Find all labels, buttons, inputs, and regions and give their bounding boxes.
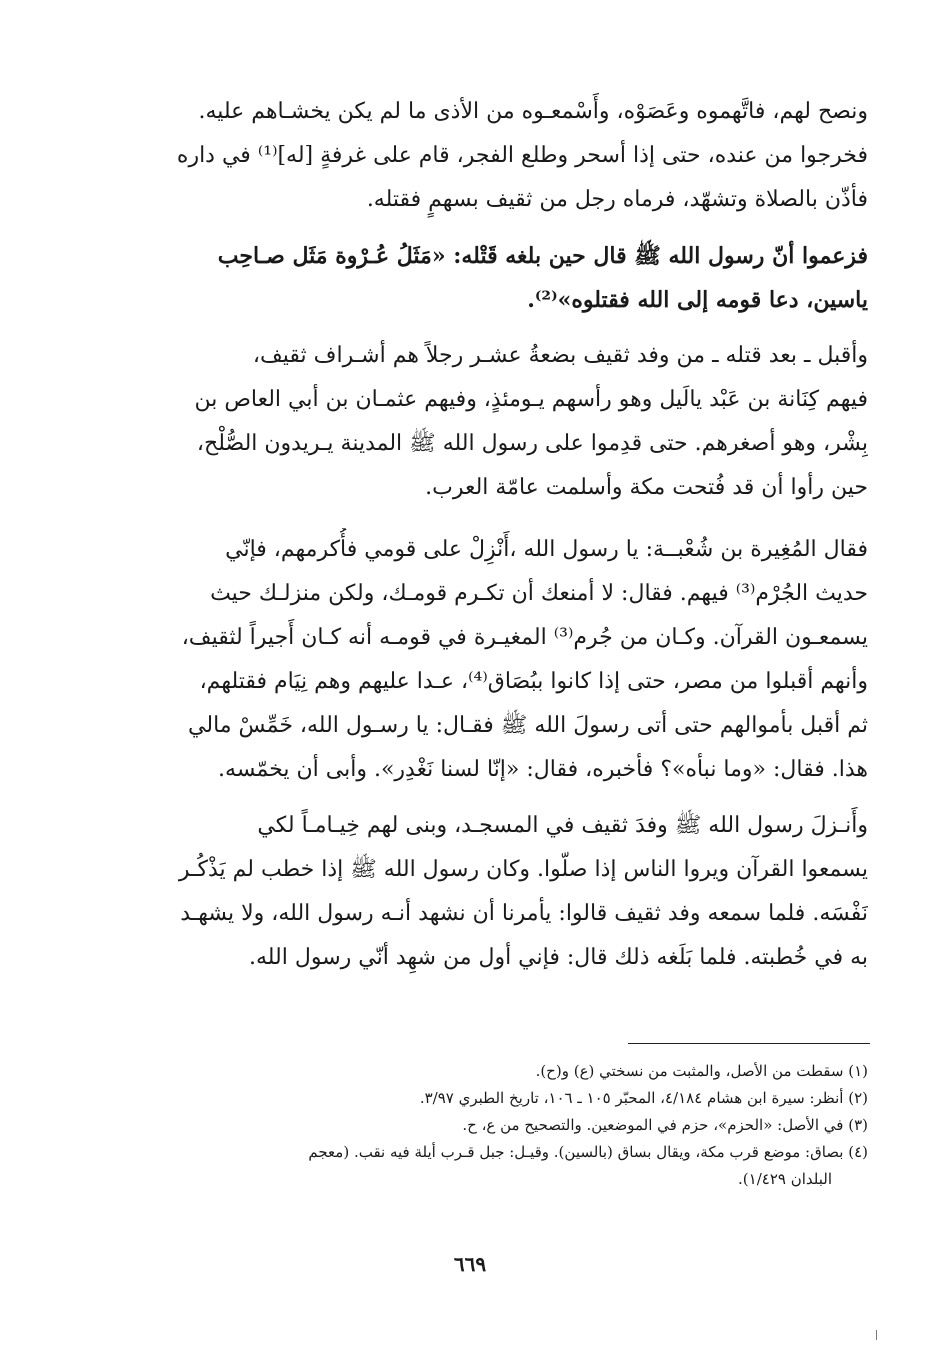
text-line: به في خُطبته. فلما بَلَغه ذلك قال: فإني أول من شهِد أنّي رسول الله. (248, 945, 868, 970)
text-line: نَفْسَه. فلما سمعه وفد ثقيف قالوا: يأمرنا أن نشهد أنـه رسول الله، ولا يشهـد (180, 901, 868, 926)
paragraph-3 (148, 334, 868, 510)
footnotes (148, 1058, 868, 1193)
text-line: ياسين، دعا قومه إلى الله فقتلوه»⁽²⁾. (527, 287, 868, 313)
page-number: ٦٦٩ (453, 1252, 487, 1276)
text-line: فقال المُغِيرة بن شُعْبــة: يا رسول الله ،أَنْزِلْ على قومي فأُكرمهم، فإنّي (225, 537, 868, 562)
main-text (148, 90, 868, 992)
text-line: حين رأوا أن قد فُتحت مكة وأسلمت عامّة العرب. (425, 475, 868, 500)
scan-edge-mark (876, 1330, 877, 1340)
text-line: فأذّن بالصلاة وتشهّد، فرماه رجل من ثقيف بسهمٍ فقتله. (366, 187, 868, 212)
paragraph-4 (148, 528, 868, 792)
text-line: حديث الجُرْم⁽³⁾ فيهم. فقال: لا أمنعك أن تكـرم قومـك، ولكن منزلـك حيث (210, 581, 868, 606)
text-line: فيهم كِنَانة بن عَبْد يالَيل وهو رأسهم يـومئذٍ، وفيهم عثمـان بن أبي العاص بن (194, 387, 868, 412)
text-line: ثم أقبل بأموالهم حتى أتى رسولَ الله ﷺ فقـال: يا رسـول الله، خَمِّسْ مالي (188, 713, 868, 738)
text-line: يسمعـون القرآن. وكـان من جُرم⁽³⁾ المغيـرة في قومـه أنه كـان أَجيراً لثقيف، (181, 625, 868, 650)
footnote-4-continuation: البلدان ١/٤٢٩). (738, 1170, 832, 1188)
text-line: وأَنـزلَ رسول الله ﷺ وفدَ ثقيف في المسجـد، وبنى لهم خِيـامـاً لكي (257, 813, 868, 838)
footnote-4: (٤) بصاق: موضع قرب مكة، ويقال بساق (بالسين). وقيـل: جبل قـرب أيلة فيه نقب. (معجم (308, 1143, 868, 1161)
text-line: فزعموا أنّ رسول الله ﷺ قال حين بلغه قَتْله: «مَثَلُ عُـرْوة مَثَل صـاحِب (217, 243, 868, 269)
footnote-1: (١) سقطت من الأصل، والمثبت من نسختي (ع) و(ح). (535, 1062, 868, 1080)
text-line: هذا. فقال: «وما نبأه»؟ فأخبره، فقال: «إنّا لسنا نَغْدِر». وأبى أن يخمّسه. (218, 757, 868, 782)
footnote-divider (628, 1043, 870, 1044)
text-line: يسمعوا القرآن ويروا الناس إذا صلّوا. وكان رسول الله ﷺ إذا خطب لم يَذْكُـر (178, 857, 868, 882)
text-line: فخرجوا من عنده، حتى إذا أسحر وطلع الفجر، قام على غرفةٍ [له]⁽¹⁾ في داره (176, 143, 868, 168)
text-line: بِشْر، وهو أصغرهم. حتى قدِموا على رسول الله ﷺ المدينة يـريدون الصُّلْح، (196, 431, 868, 456)
footnote-2: (٢) أنظر: سيرة ابن هشام ٤/١٨٤، المحبّر ١٠٥ ـ ١٠٦، تاريخ الطبري ٣/٩٧. (419, 1089, 868, 1107)
text-line: وأنهم أقبلوا من مصر، حتى إذا كانوا ببُصَاق⁽⁴⁾، عـدا عليهم وهم نِيَام فقتلهم، (199, 669, 868, 694)
paragraph-2 (148, 234, 868, 322)
text-line: ونصح لهم، فاتَّهموه وعَصَوْه، وأَسْمعـوه من الأذى ما لم يكن يخشـاهم عليه. (198, 99, 868, 124)
text-line: وأقبل ـ بعد قتله ـ من وفد ثقيف بضعةُ عشـر رجلاً هم أشـراف ثقيف، (252, 343, 868, 368)
paragraph-1 (148, 90, 868, 222)
paragraph-5 (148, 804, 868, 980)
footnote-3: (٣) في الأصل: «الحزم»، حزم في الموضعين. والتصحيح من ع، ح. (462, 1116, 868, 1134)
